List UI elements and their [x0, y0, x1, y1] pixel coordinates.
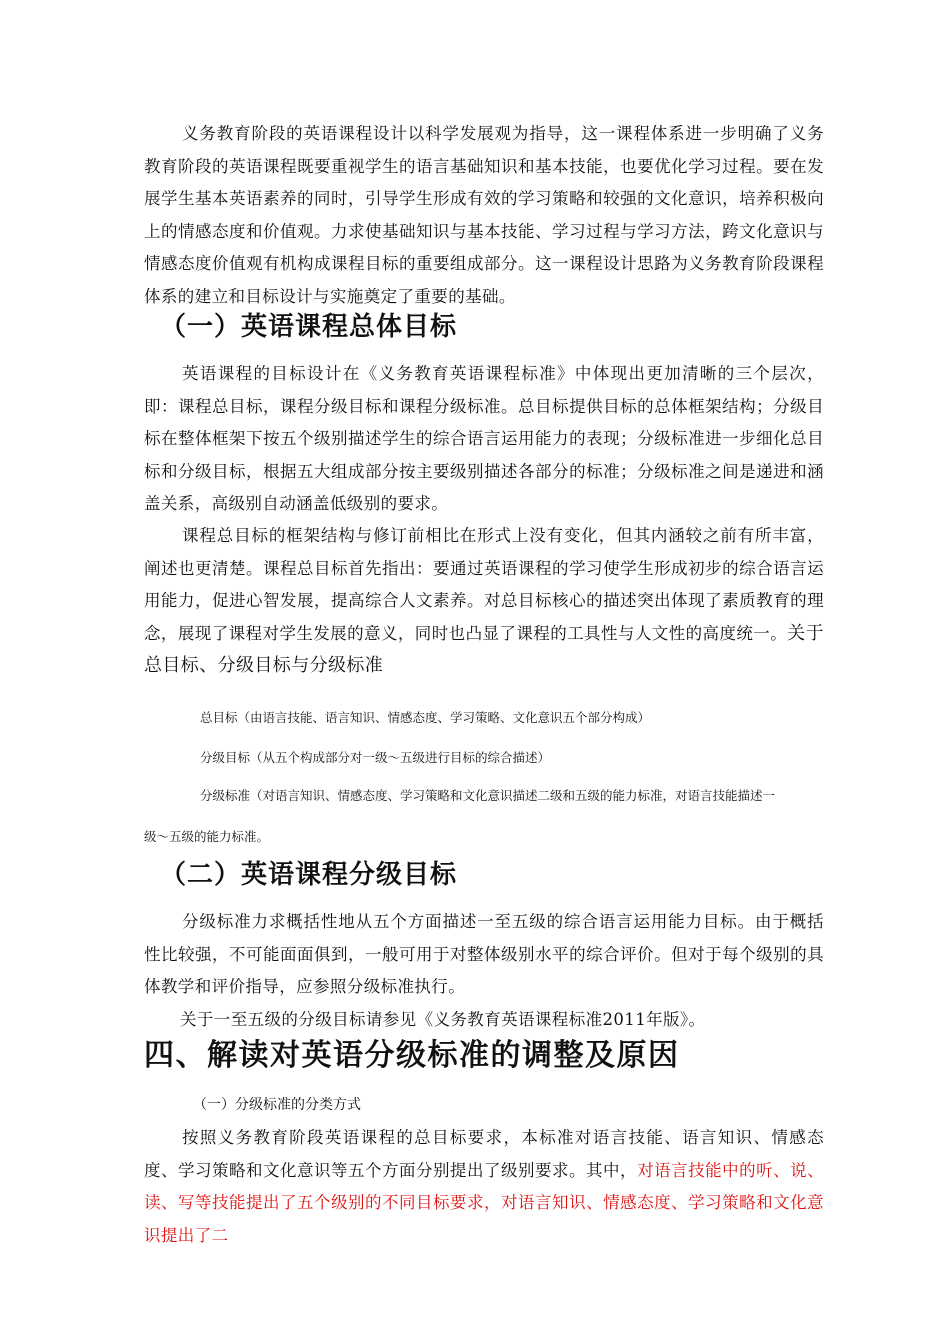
note-total-goal: 总目标（由语言技能、语言知识、情感态度、学习策略、文化意识五个部分构成） [200, 710, 651, 725]
paragraph-classification-text: 按照义务教育阶段英语课程的总目标要求，本标准对语言技能、语言知识、情感态度、学习策略和文化意识等五个方面分别提出了级别要求。其中， [144, 1128, 824, 1180]
heading-level-goals: （二）英语课程分级目标 [160, 860, 458, 890]
paragraph-classification [144, 1122, 824, 1252]
paragraph-total-goal-text: 课程总目标的框架结构与修订前相比在形式上没有变化，但其内涵较之前有所丰富，阐述也更清楚。课程总目标首先指出：要通过英语课程的学习使学生形成初步的综合语言运用能力，促进心智发展，提高综合人文素养。对总目标核心的描述突出体现了素质教育的理念，展现了课程对学生发展的意义，同时也凸显了课程的工具性与人文性的高度统一。 [144, 526, 824, 643]
paragraph-level-standards: 分级标准力求概括性地从五个方面描述一至五级的综合语言运用能力目标。由于概括性比较强，不可能面面俱到，一般可用于对整体级别水平的综合评价。但对于每个级别的具体教学和评价指导，应参照分级标准执行。 [144, 912, 824, 997]
note-level-goal: 分级目标（从五个构成部分对一级〜五级进行目标的综合描述） [200, 750, 551, 765]
heading-overall-goals: （一）英语课程总体目标 [160, 312, 458, 342]
heading-section-four: 四、解读对英语分级标准的调整及原因 [144, 1038, 680, 1073]
subheading-classification: （一）分级标准的分类方式 [193, 1097, 361, 1113]
paragraph-reference: 关于一至五级的分级目标请参见《义务教育英语课程标准2011年版》。 [180, 1010, 706, 1029]
paragraph-goal-levels: 英语课程的目标设计在《义务教育英语课程标准》中体现出更加清晰的三个层次，即：课程总目标，课程分级目标和课程分级标准。总目标提供目标的总体框架结构；分级目标在整体框架下按五个级别描述学生的综合语言运用能力的表现；分级标准进一步细化总目标和分级目标，根据五大组成部分按主要级别描述各部分的标准；分级标准之间是递进和涵盖关系，高级别自动涵盖低级别的要求。 [144, 364, 824, 514]
note-level-standard: 分级标准（对语言知识、情感态度、学习策略和文化意识描述二级和五级的能力标准，对语言技能描述一级〜五级的能力标准。 [144, 788, 776, 844]
inline-heading-goals-standards: 关于总目标、分级目标与分级标准 [144, 622, 824, 677]
paragraph-intro: 义务教育阶段的英语课程设计以科学发展观为指导，这一课程体系进一步明确了义务教育阶段的英语课程既要重视学生的语言基础知识和基本技能，也要优化学习过程。要在发展学生基本英语素养的同时，引导学生形成有效的学习策略和较强的文化意识，培养积极向上的情感态度和价值观。力求使基础知识与基本技能、学习过程与学习方法，跨文化意识与情感态度价值观有机构成课程目标的重要组成部分。这一课程设计思路为义务教育阶段课程体系的建立和目标设计与实施奠定了重要的基础。 [144, 124, 824, 306]
highlighted-text: 对语言技能中的听、说、读、写等技能提出了五个级别的不同目标要求，对语言知识、情感态度、学习策略和文化意识提出了二 [144, 1160, 824, 1245]
paragraph-total-goal-framework [144, 520, 824, 683]
